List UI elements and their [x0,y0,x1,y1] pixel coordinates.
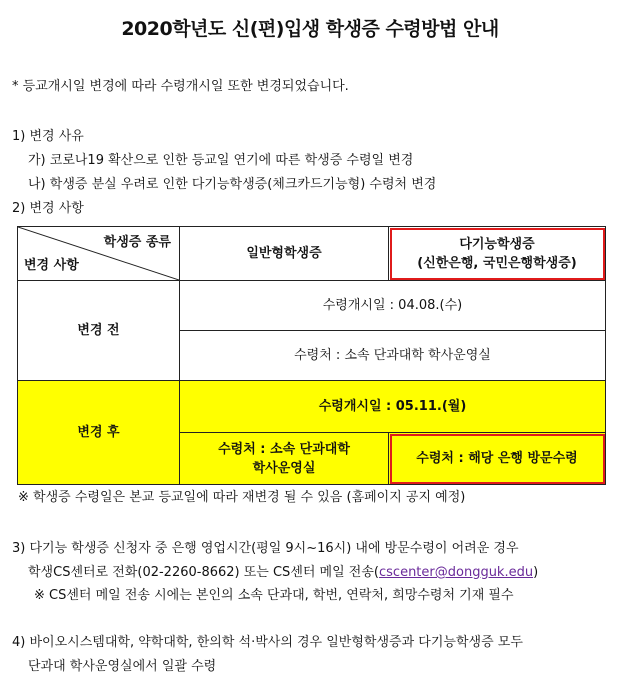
corner-bottom-label: 변경 사항 [24,258,79,273]
page-title: 2020학년도 신(편)입생 학생증 수령방법 안내 [121,18,499,40]
before-place-cell [180,331,606,381]
section3-line2 [28,564,538,582]
table-note: ※ 학생증 수령일은 본교 등교일에 따라 재변경 될 수 있음 (홈페이지 공지 예정) [18,490,466,505]
after-place-multi: 수령처 : 해당 은행 방문수령 [416,451,578,466]
section4-line2: 단과대 학사운영실에서 일괄 수령 [28,659,217,674]
before-date: 수령개시일 : 04.08.(수) [322,298,463,313]
before-place: 수령처 : 소속 단과대학 학사운영실 [294,348,491,363]
section3-note: ※ CS센터 메일 전송 시에는 본인의 소속 단과대, 학번, 연락처, 희망수령처 기재 필수 [34,588,514,603]
col-header-multi-label: 다기능학생증 [459,236,535,252]
col-header-multi-sublabel: (신한은행, 국민은행학생증) [417,255,577,271]
table-corner-cell [18,227,180,281]
section3-line2-prefix: 학생CS센터로 전화(02-2260-8662) 또는 CS센터 메일 전송( [28,565,379,580]
col-header-general-label: 일반형학생증 [246,246,322,261]
after-place-general-cell [180,433,389,485]
col-header-multi [389,227,606,281]
cscenter-email-link[interactable]: cscenter@dongguk.edu [379,565,534,580]
section3-line1: 3) 다기능 학생증 신청자 중 은행 영업시간(평일 9시~16시) 내에 방문수령이 어려운 경우 [12,541,519,556]
section1-item: 나) 학생증 분실 우려로 인한 다기능학생증(체크카드기능형) 수령처 변경 [28,177,437,192]
section1-heading: 1) 변경 사유 [12,129,84,144]
section2-heading: 2) 변경 사항 [12,201,84,216]
after-place-multi-cell [389,433,606,485]
after-place-general-line1: 수령처 : 소속 단과대학 [218,441,350,457]
before-label-cell [18,281,180,381]
before-label: 변경 전 [77,323,120,338]
section3-line2-suffix: ) [533,565,539,580]
corner-top-label: 학생증 종류 [103,235,171,250]
notice-text: * 등교개시일 변경에 따라 수령개시일 또한 변경되었습니다. [12,79,349,94]
before-date-cell [180,281,606,331]
after-place-general-line2: 학사운영실 [252,460,316,476]
section4-line1: 4) 바이오시스템대학, 약학대학, 한의학 석·박사의 경우 일반형학생증과 다기능학생증 모두 [12,635,523,650]
change-table [17,226,606,485]
after-label-cell [18,381,180,485]
section1-item: 가) 코로나19 확산으로 인한 등교일 연기에 따른 학생증 수령일 변경 [28,153,414,168]
after-label: 변경 후 [77,425,120,440]
col-header-general [180,227,389,281]
after-date: 수령개시일 : 05.11.(월) [318,399,467,414]
after-date-cell [180,381,606,433]
